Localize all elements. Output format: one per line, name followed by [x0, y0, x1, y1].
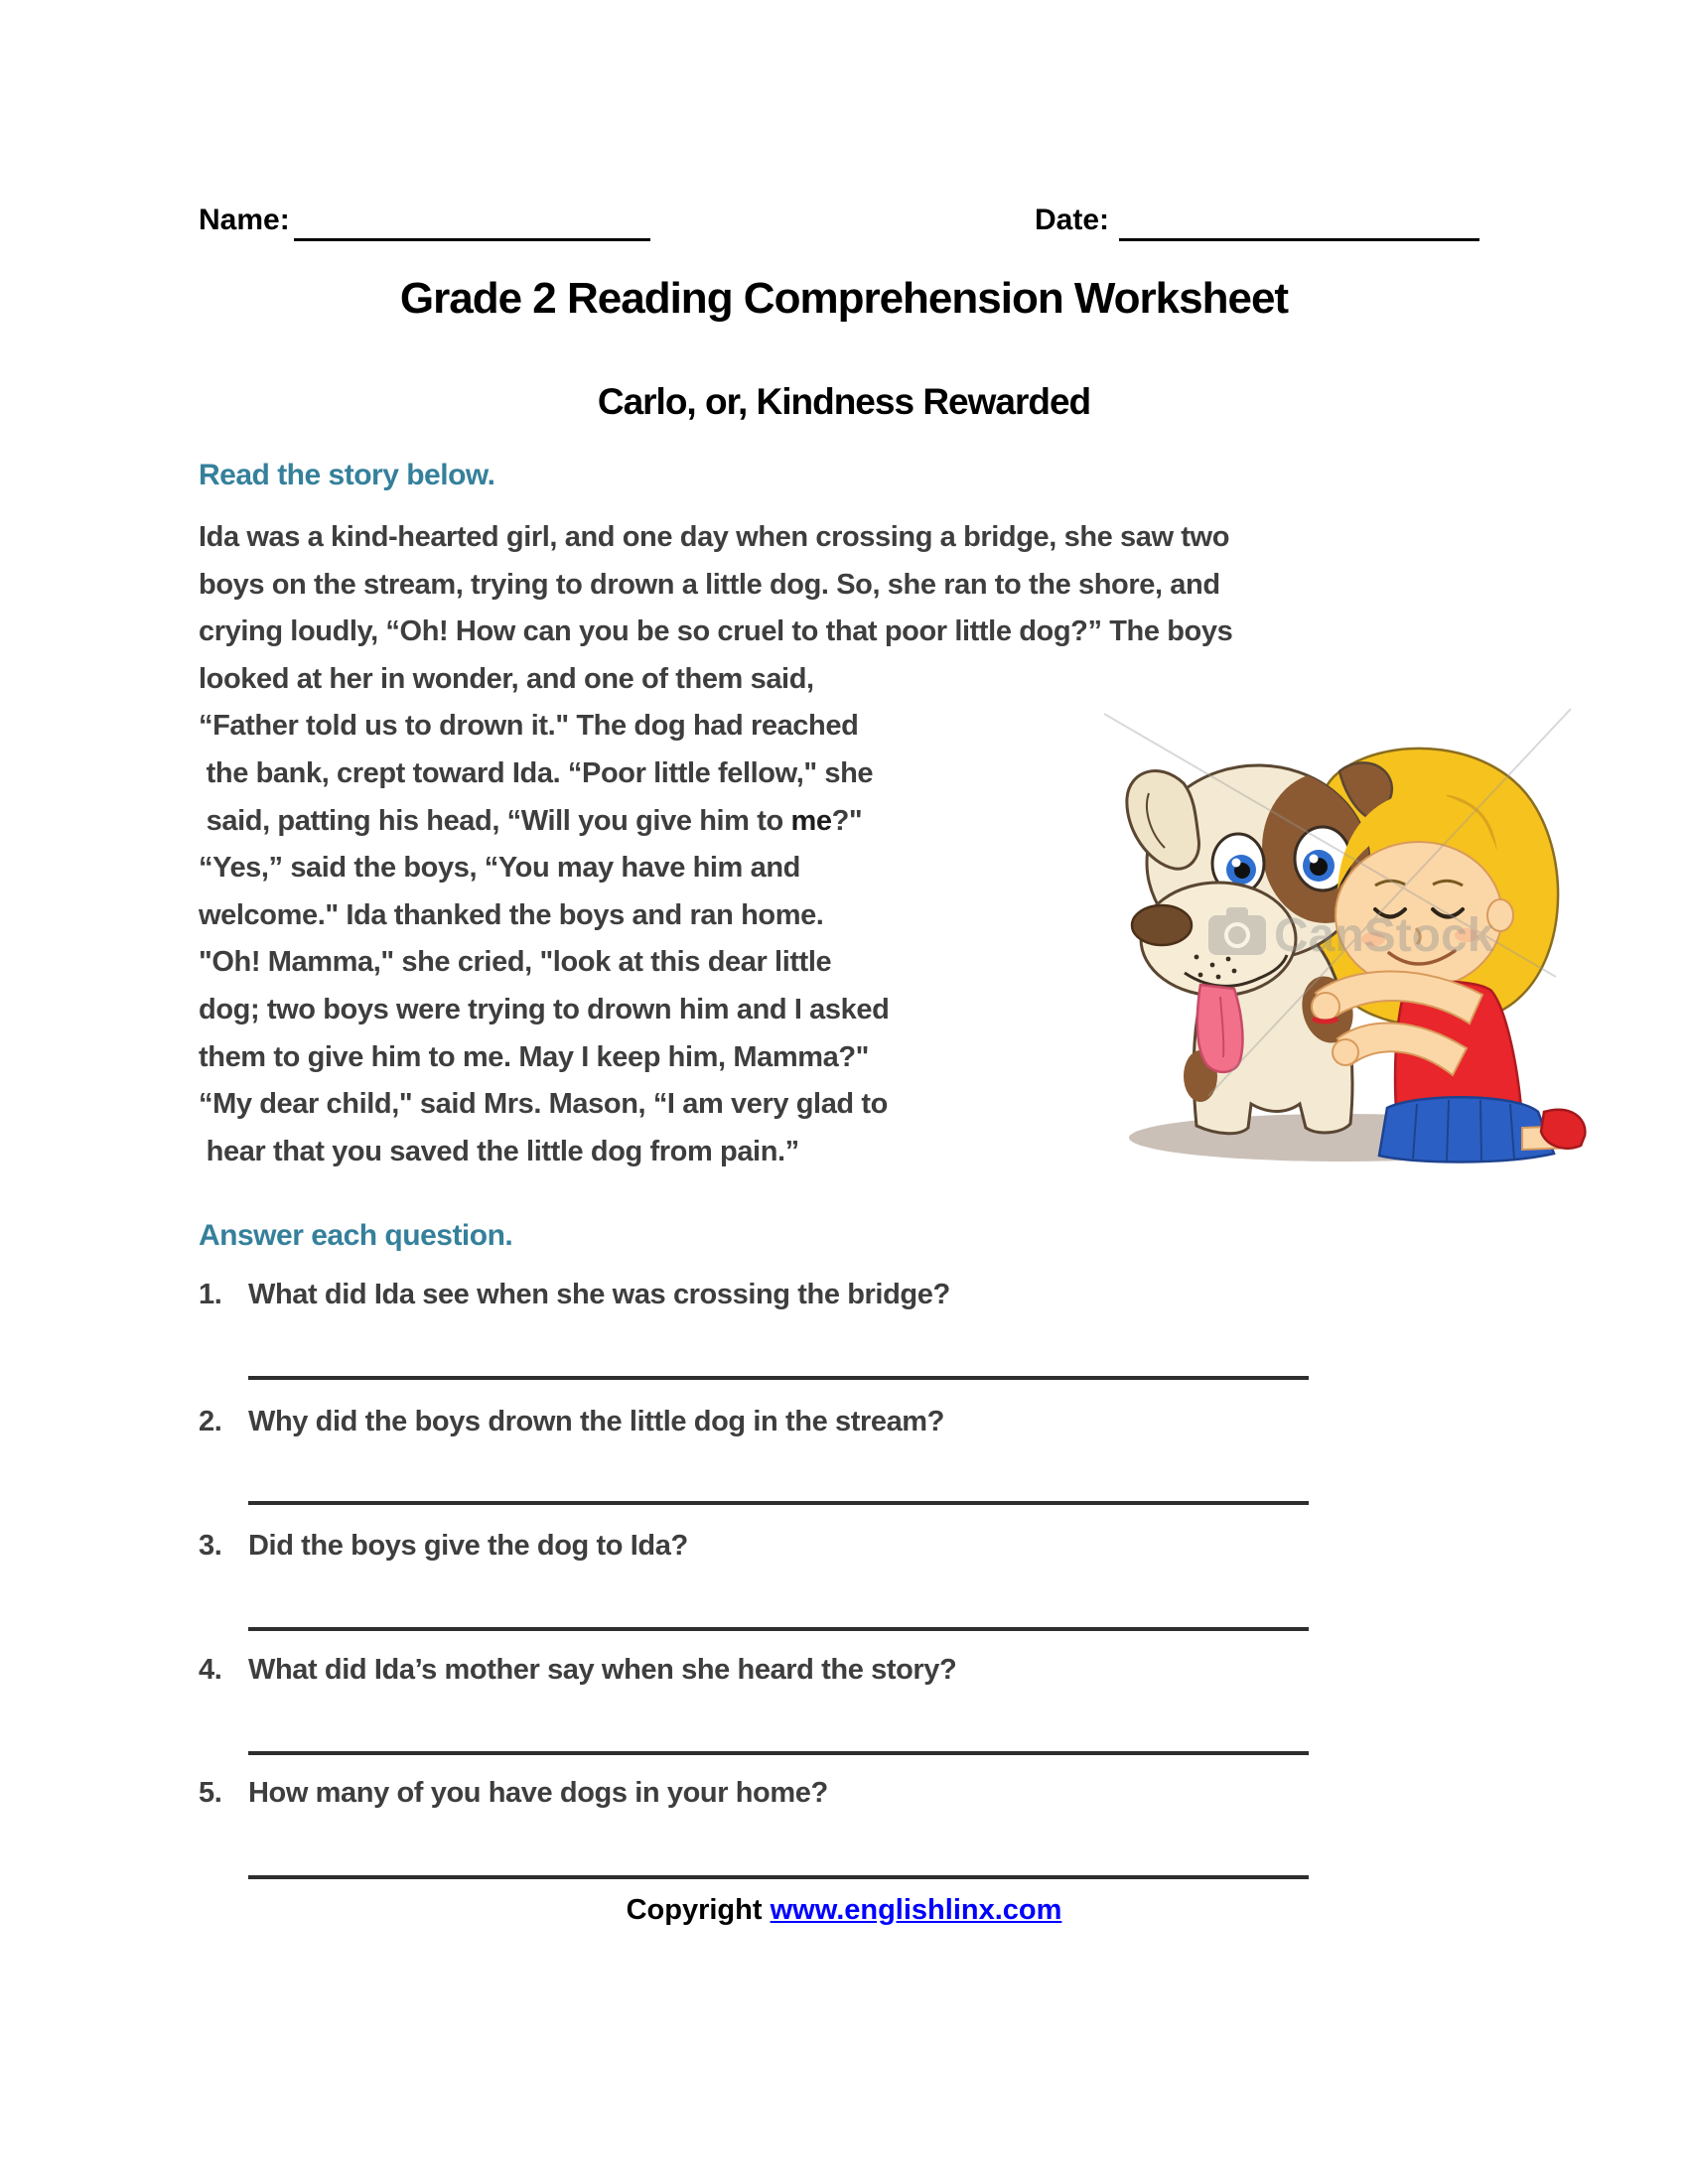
answer-line-5[interactable] — [248, 1874, 1309, 1879]
page-title: Grade 2 Reading Comprehension Worksheet — [399, 274, 1289, 323]
story-title: Carlo, or, Kindness Rewarded — [597, 381, 1091, 422]
story-text — [199, 514, 1232, 1175]
date-label: Date: — [1035, 204, 1110, 236]
date-blank-field[interactable] — [1119, 237, 1479, 241]
girl-shoe — [1541, 1110, 1585, 1149]
girl-hugging-dog-illustration — [1088, 679, 1587, 1175]
story-line: crying loudly, “Oh! How can you be so cruel to that poor little dog?” The boys — [199, 615, 1233, 648]
question-item-3 — [199, 1530, 688, 1563]
story-line: “My dear child," said Mrs. Mason, “I am very glad to — [199, 1088, 888, 1121]
story-emphasis-word: me — [790, 804, 832, 837]
question-item-5 — [199, 1777, 828, 1810]
story-line: welcome." Ida thanked the boys and ran home. — [199, 898, 824, 931]
read-story-heading: Read the story below. — [199, 459, 495, 491]
question-number: 4. — [199, 1654, 222, 1686]
story-line-post: ?" — [831, 804, 863, 837]
question-text: How many of you have dogs in your home? — [248, 1777, 828, 1809]
question-number: 2. — [199, 1406, 222, 1437]
question-number: 5. — [199, 1777, 222, 1809]
question-text: What did Ida see when she was crossing the bridge? — [248, 1279, 950, 1310]
story-line: boys on the stream, trying to drown a little dog. So, she ran to the shore, and — [199, 568, 1220, 601]
answer-questions-heading: Answer each question. — [199, 1219, 513, 1252]
camera-icon — [1208, 915, 1266, 955]
question-text: What did Ida’s mother say when she heard the story? — [248, 1654, 957, 1686]
answer-line-4[interactable] — [248, 1750, 1309, 1755]
story-line: them to give him to me. May I keep him, Mamma?" — [199, 1040, 869, 1073]
question-number: 1. — [199, 1279, 222, 1310]
question-item-4 — [199, 1654, 956, 1687]
story-line: “Father told us to drown it." The dog had reached — [199, 710, 859, 743]
story-line: dog; two boys were trying to drown him and I asked — [199, 993, 890, 1025]
englishlinx-link[interactable]: www.englishlinx.com — [770, 1894, 1062, 1926]
story-line: the bank, crept toward Ida. “Poor little fellow," she — [199, 756, 874, 789]
answer-line-2[interactable] — [248, 1500, 1309, 1505]
story-line-emphasis — [199, 798, 1232, 846]
question-text: Did the boys give the dog to Ida? — [248, 1530, 688, 1562]
copyright-label: Copyright — [626, 1894, 771, 1926]
answer-line-3[interactable] — [248, 1626, 1309, 1631]
story-line: looked at her in wonder, and one of them said, — [199, 662, 814, 695]
story-line: “Yes,” said the boys, “You may have him and — [199, 852, 800, 885]
story-line-pre: said, patting his head, “Will you give him to — [199, 804, 791, 837]
story-line: Ida was a kind-hearted girl, and one day when crossing a bridge, she saw two — [199, 521, 1230, 553]
name-blank-field[interactable] — [294, 237, 650, 241]
question-item-1 — [199, 1279, 950, 1311]
dog-nose — [1132, 905, 1192, 945]
story-illustration — [1088, 679, 1587, 1175]
girl-hand — [1312, 993, 1339, 1021]
story-line: hear that you saved the little dog from pain.” — [199, 1135, 799, 1167]
watermark-text: CanStock — [1274, 909, 1494, 962]
girl-hand — [1333, 1039, 1358, 1065]
copyright-footer — [0, 1894, 1688, 1927]
question-text: Why did the boys drown the little dog in the stream? — [248, 1406, 945, 1437]
name-label: Name: — [199, 204, 290, 236]
story-line: "Oh! Mamma," she cried, "look at this dear little — [199, 946, 832, 979]
question-number: 3. — [199, 1530, 222, 1562]
question-item-2 — [199, 1406, 944, 1438]
answer-line-1[interactable] — [248, 1375, 1309, 1380]
